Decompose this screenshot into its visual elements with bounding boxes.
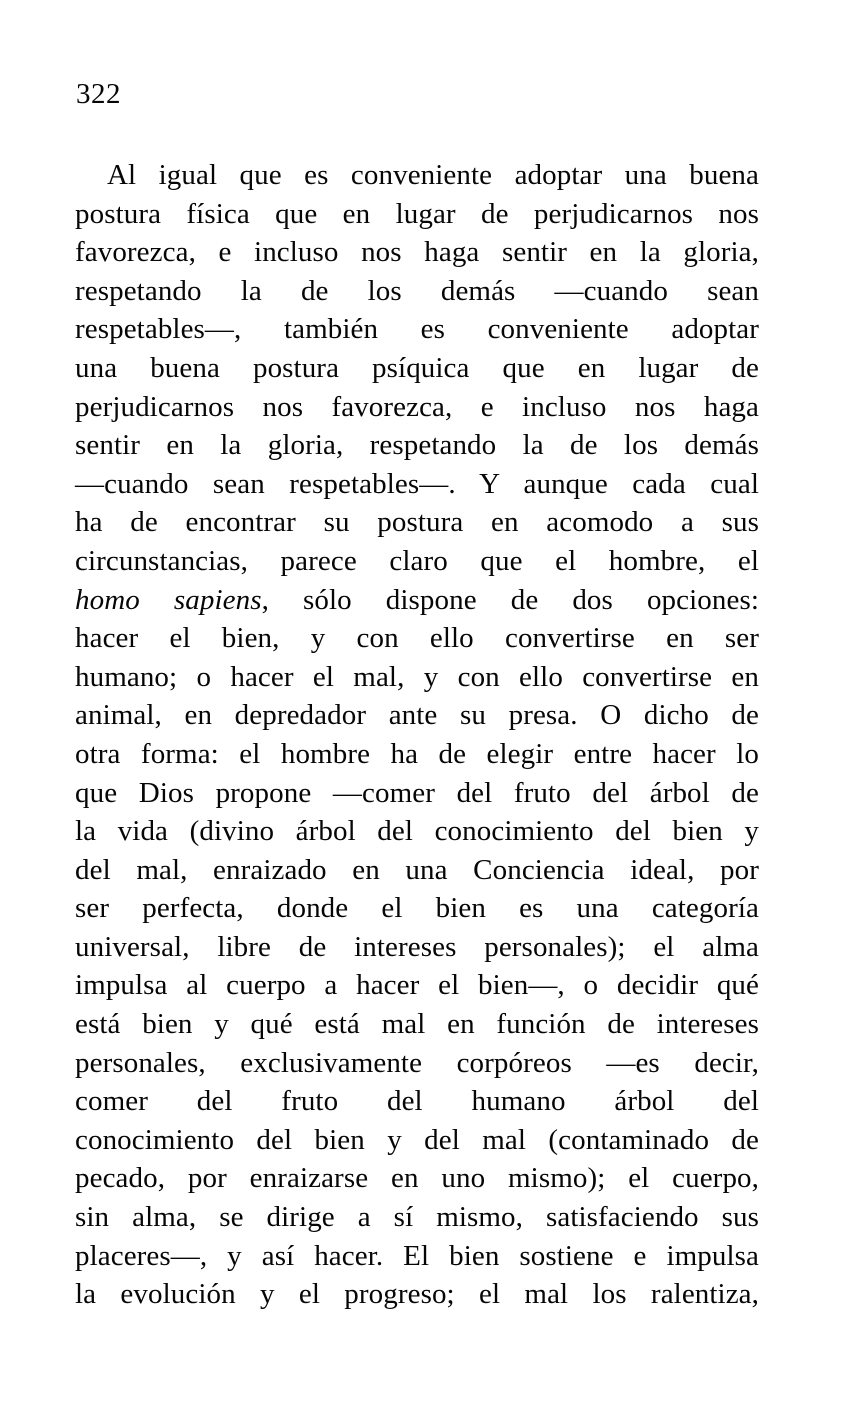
text-line (75, 1237, 759, 1276)
text-line (75, 465, 759, 504)
text-segment: comer del fruto del humano árbol del (75, 1085, 759, 1118)
text-segment: que Dios propone —comer del fruto del árbol de (75, 776, 759, 809)
text-line (75, 812, 759, 851)
text-line (75, 1275, 759, 1314)
text-line (75, 349, 759, 388)
text-segment: respetables—, también es conveniente adoptar (75, 313, 759, 346)
text-segment: está bien y qué está mal en función de intereses (75, 1008, 759, 1041)
text-segment: respetando la de los demás —cuando sean (75, 274, 759, 307)
italic-text: homo sapiens (75, 583, 262, 616)
text-segment: animal, en depredador ante su presa. O dicho de (75, 699, 759, 732)
text-segment: una buena postura psíquica que en lugar de (75, 351, 759, 384)
text-segment: , sólo dispone de dos opciones: (261, 583, 759, 616)
text-line (75, 1198, 759, 1237)
text-line (75, 156, 759, 195)
text-line (75, 1044, 759, 1083)
text-line (75, 619, 759, 658)
text-line (75, 889, 759, 928)
text-line (75, 1159, 759, 1198)
text-segment: ha de encontrar su postura en acomodo a sus (75, 506, 759, 539)
text-segment: perjudicarnos nos favorezca, e incluso nos haga (75, 390, 759, 423)
text-segment: personales, exclusivamente corpóreos —es decir, (75, 1046, 759, 1079)
text-segment: sentir en la gloria, respetando la de los demás (75, 429, 759, 462)
text-segment: favorezca, e incluso nos haga sentir en la gloria, (75, 236, 759, 269)
text-line (75, 426, 759, 465)
text-line (75, 735, 759, 774)
page-number: 322 (76, 78, 121, 110)
body-text (75, 156, 759, 1314)
text-segment: sin alma, se dirige a sí mismo, satisfaciendo sus (75, 1201, 759, 1234)
text-segment: conocimiento del bien y del mal (contaminado de (75, 1123, 759, 1156)
text-segment: pecado, por enraizarse en uno mismo); el cuerpo, (75, 1162, 759, 1195)
text-segment: impulsa al cuerpo a hacer el bien—, o decidir qué (75, 969, 759, 1002)
text-line (75, 310, 759, 349)
text-line (75, 774, 759, 813)
text-line (75, 195, 759, 234)
text-line (75, 851, 759, 890)
text-segment: postura física que en lugar de perjudicarnos nos (75, 197, 759, 230)
text-line (75, 542, 759, 581)
text-segment: humano; o hacer el mal, y con ello convertirse en (75, 660, 759, 693)
text-segment: del mal, enraizado en una Conciencia ideal, por (75, 853, 759, 886)
text-segment: placeres—, y así hacer. El bien sostiene e impulsa (75, 1239, 759, 1272)
text-segment: la vida (divino árbol del conocimiento del bien y (75, 815, 759, 848)
text-line (75, 1082, 759, 1121)
text-line (75, 233, 759, 272)
text-line (75, 928, 759, 967)
text-segment: universal, libre de intereses personales); el alma (75, 930, 759, 963)
text-line (75, 1121, 759, 1160)
text-line (75, 581, 759, 620)
text-segment: Al igual que es conveniente adoptar una buena (107, 159, 759, 191)
text-line (75, 696, 759, 735)
text-segment: ser perfecta, donde el bien es una categoría (75, 892, 759, 925)
text-line (75, 272, 759, 311)
text-line (75, 503, 759, 542)
text-line (75, 388, 759, 427)
text-line (75, 966, 759, 1005)
text-segment: otra forma: el hombre ha de elegir entre hacer lo (75, 737, 759, 770)
text-line (75, 658, 759, 697)
text-segment: la evolución y el progreso; el mal los ralentiza, (75, 1278, 759, 1311)
text-segment: —cuando sean respetables—. Y aunque cada cual (75, 467, 759, 500)
text-line (75, 1005, 759, 1044)
text-segment: hacer el bien, y con ello convertirse en ser (75, 622, 759, 655)
text-segment: circunstancias, parece claro que el hombre, el (75, 544, 759, 577)
